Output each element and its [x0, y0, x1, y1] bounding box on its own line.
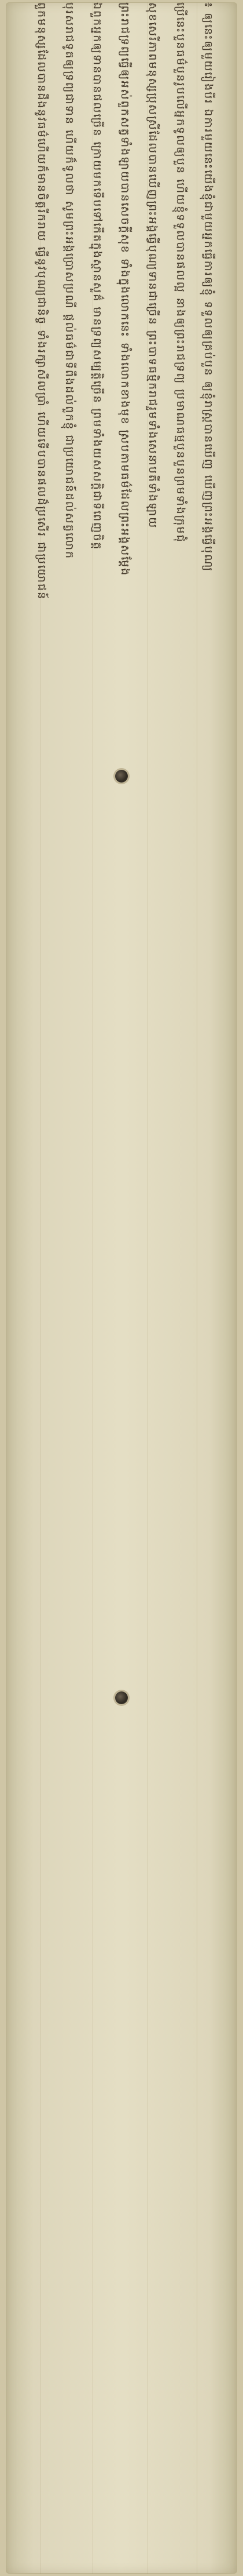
text-line-6: បុរសរាជទូតឲ្យទ្រព្យជាទាន ហើយក៏ទូលថា សូមព្រះអង្គប្រោសប្រណី ផ្តល់ធម៌ជាទីពឹងដល់ពួកខ្ញុំ ជាប្រយោជន៍ដល់សត្វលោក — [63, 2, 76, 560]
palm-leaf — [6, 2, 237, 2574]
text-line-2: ប្រើនេះបួនធម៌បួនរូបលើអ្នកទូលឲ្យបួន ហើយខ្ញុំទទួលបានផលល្អ នាងឲ្យព្រះរាជទ្រព្យ ប្រមាណធម្មបួនបួនព្រមទាំងក្រុមជុំ — [174, 2, 187, 543]
text-line-3: សុខសេរីភាពមនុស្សប្រុសស្រីដែលបានឃើញព្រះអង្គធ្វើបុណ្យទានជាច្រើន ព្រះបាទធម្មិករាជរួមទាំងសេនាបតីទាំងឡាយ — [146, 2, 159, 529]
text-line-5: ឯពួកអ្នកឲ្យទានបានផលច្រើន ក្រោយមកទើបទៅកើតក្នុងស្ថានសួគ៌ មានទ្រព្យសម្បត្តិច្រើន ព្រមទាំងយសសក្តិជាទីពេញចិត្ត — [91, 2, 104, 551]
text-line-4: ព្រះរាជទ្រព្យធ្វើឲ្យអស់ពួកសត្វទាំងឡាយបានសេចក្តីសុខ ទាំងក្នុងលោកនេះ ទាំងលោកខាងមុខ ស្របតាមធម៌ដែលព្រះអង្គសម្តែង — [119, 2, 131, 577]
string-hole-bottom — [115, 1691, 128, 1704]
text-line-7: ពួកមនុស្សដែលបានដឹងនូវធម៌ហើយក៏មានចិត្តរីករាយ ធ្វើនូវបុណ្យជានិច្ច ទាំងរក្សាសីលប្រាំ ហើយទើបបានផលដ៏ប្រសើរ ជាប្រយោជន៍ — [35, 2, 48, 601]
text-line-1: ៖ ឲ្យនេះឲ្យមួយរៀងបីរ ឯការមួយនេះយើងខ្ញុំជាមួយអ្នកធ្វើការឲ្យខ្ញុំ ទទួលឲ្យគ្រប់បួន ឲ្យខ្ញុំរាស្ត្របានឃើញ ឃើញព្រះអង្គធ្វើបុណ្យ — [202, 2, 215, 573]
string-hole-top — [115, 770, 128, 783]
